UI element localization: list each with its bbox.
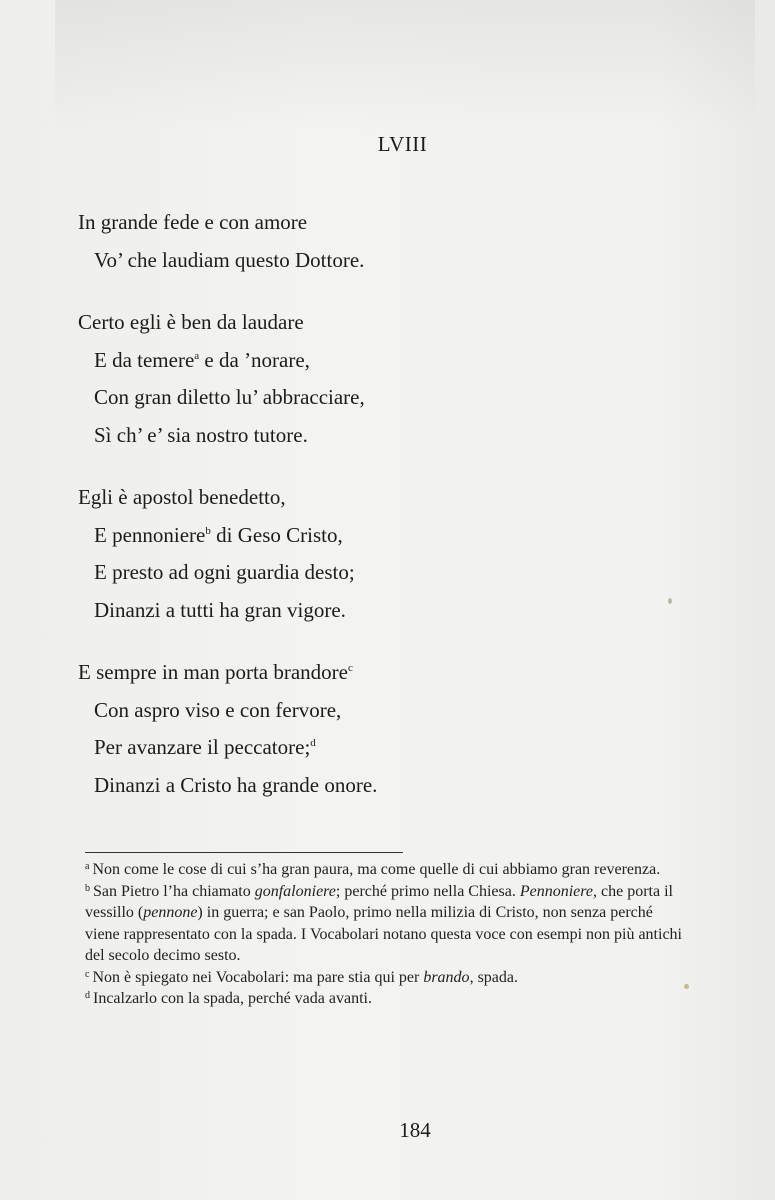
- footnote-reference: a: [194, 349, 200, 362]
- verse-line: [78, 342, 718, 380]
- chapter-title: LVIII: [377, 132, 428, 156]
- verse-text: E presto ad ogni guardia desto;: [94, 560, 355, 584]
- verse-line: [78, 242, 718, 280]
- verse-text: Certo egli è ben da laudare: [78, 310, 304, 334]
- footnote-italic-text: brando: [423, 968, 470, 986]
- footnote-reference: b: [205, 524, 211, 537]
- verse-text: Con gran diletto lu’ abbracciare,: [94, 385, 365, 409]
- footnote-italic-text: Pennoniere: [519, 882, 593, 900]
- verse-line: [78, 729, 718, 767]
- footnote-mark: b: [85, 882, 90, 894]
- footnote-text: , spada.: [469, 968, 518, 986]
- verse-text: Vo’ che laudiam questo Dottore.: [94, 247, 365, 272]
- verse-line: [78, 554, 718, 592]
- bleed-through-shadow: [55, 0, 755, 130]
- verse-line: [78, 592, 718, 630]
- page-number: 184: [399, 1118, 431, 1142]
- verse-text: Dinanzi a Cristo ha grande onore.: [94, 772, 378, 797]
- verse-line: [78, 417, 718, 455]
- verse-text: E pennoniere: [94, 522, 206, 547]
- footnote-mark: c: [85, 968, 90, 980]
- verse-line: [78, 654, 718, 692]
- footnote-text: , che porta il vessillo (: [85, 882, 673, 921]
- verse-line: [78, 517, 718, 555]
- verse-line: [78, 304, 718, 342]
- footnote-reference: c: [348, 662, 353, 674]
- footnote: [85, 988, 685, 1010]
- verse-text: E da temere: [94, 347, 195, 372]
- footnote-text: ) in guerra; e san Paolo, primo nella milizia di Cristo, non senza perché viene rappresentato con la spada. I Vocabolari notano questa voce con esempi non più antichi del secolo decimo sesto.: [85, 904, 682, 964]
- footnote-mark: d: [85, 990, 90, 1001]
- footnote-italic-text: gonfaloniere: [254, 882, 336, 900]
- footnote-text: Incalzarlo con la spada, perché vada avanti.: [93, 990, 372, 1007]
- stanza: [78, 304, 718, 454]
- stanza: [78, 204, 718, 279]
- footnote-text: ; perché primo nella Chiesa.: [335, 882, 520, 900]
- verse-text: e da ’norare,: [199, 347, 310, 372]
- footnote-mark: a: [85, 861, 90, 872]
- footnote-reference: d: [310, 737, 316, 749]
- footnote-text: San Pietro l’ha chiamato: [93, 882, 255, 900]
- footnote: [85, 859, 685, 881]
- footnote-divider: [85, 852, 403, 853]
- verse-text: Con aspro viso e con fervore,: [94, 697, 342, 722]
- footnote: [85, 967, 685, 989]
- verse-line: [78, 379, 718, 417]
- verse-text: Egli è apostol benedetto,: [78, 485, 286, 509]
- verse-text: E sempre in man porta brandore: [78, 660, 348, 684]
- footnotes: [85, 859, 685, 1010]
- verse-text: In grande fede e con amore: [78, 210, 308, 234]
- verse-text: Dinanzi a tutti ha gran vigore.: [94, 597, 346, 622]
- verse-text: di Geso Cristo,: [210, 522, 343, 547]
- verse-text: Per avanzare il peccatore;: [94, 735, 311, 759]
- verse-line: [78, 692, 718, 730]
- verse-line: [78, 204, 718, 242]
- verse-line: [78, 479, 718, 517]
- footnote-italic-text: pennone: [143, 904, 198, 921]
- stanza: [78, 479, 718, 629]
- footnote-text: Non è spiegato nei Vocabolari: ma pare stia qui per: [92, 968, 424, 986]
- verse-line: [78, 767, 718, 805]
- poem-body: [78, 204, 718, 829]
- verse-text: Sì ch’ e’ sia nostro tutore.: [94, 422, 308, 447]
- footnote: [85, 881, 685, 967]
- stanza: [78, 654, 718, 804]
- footnote-text: Non come le cose di cui s’ha gran paura, ma come quelle di cui abbiamo gran reverenza.: [92, 861, 661, 878]
